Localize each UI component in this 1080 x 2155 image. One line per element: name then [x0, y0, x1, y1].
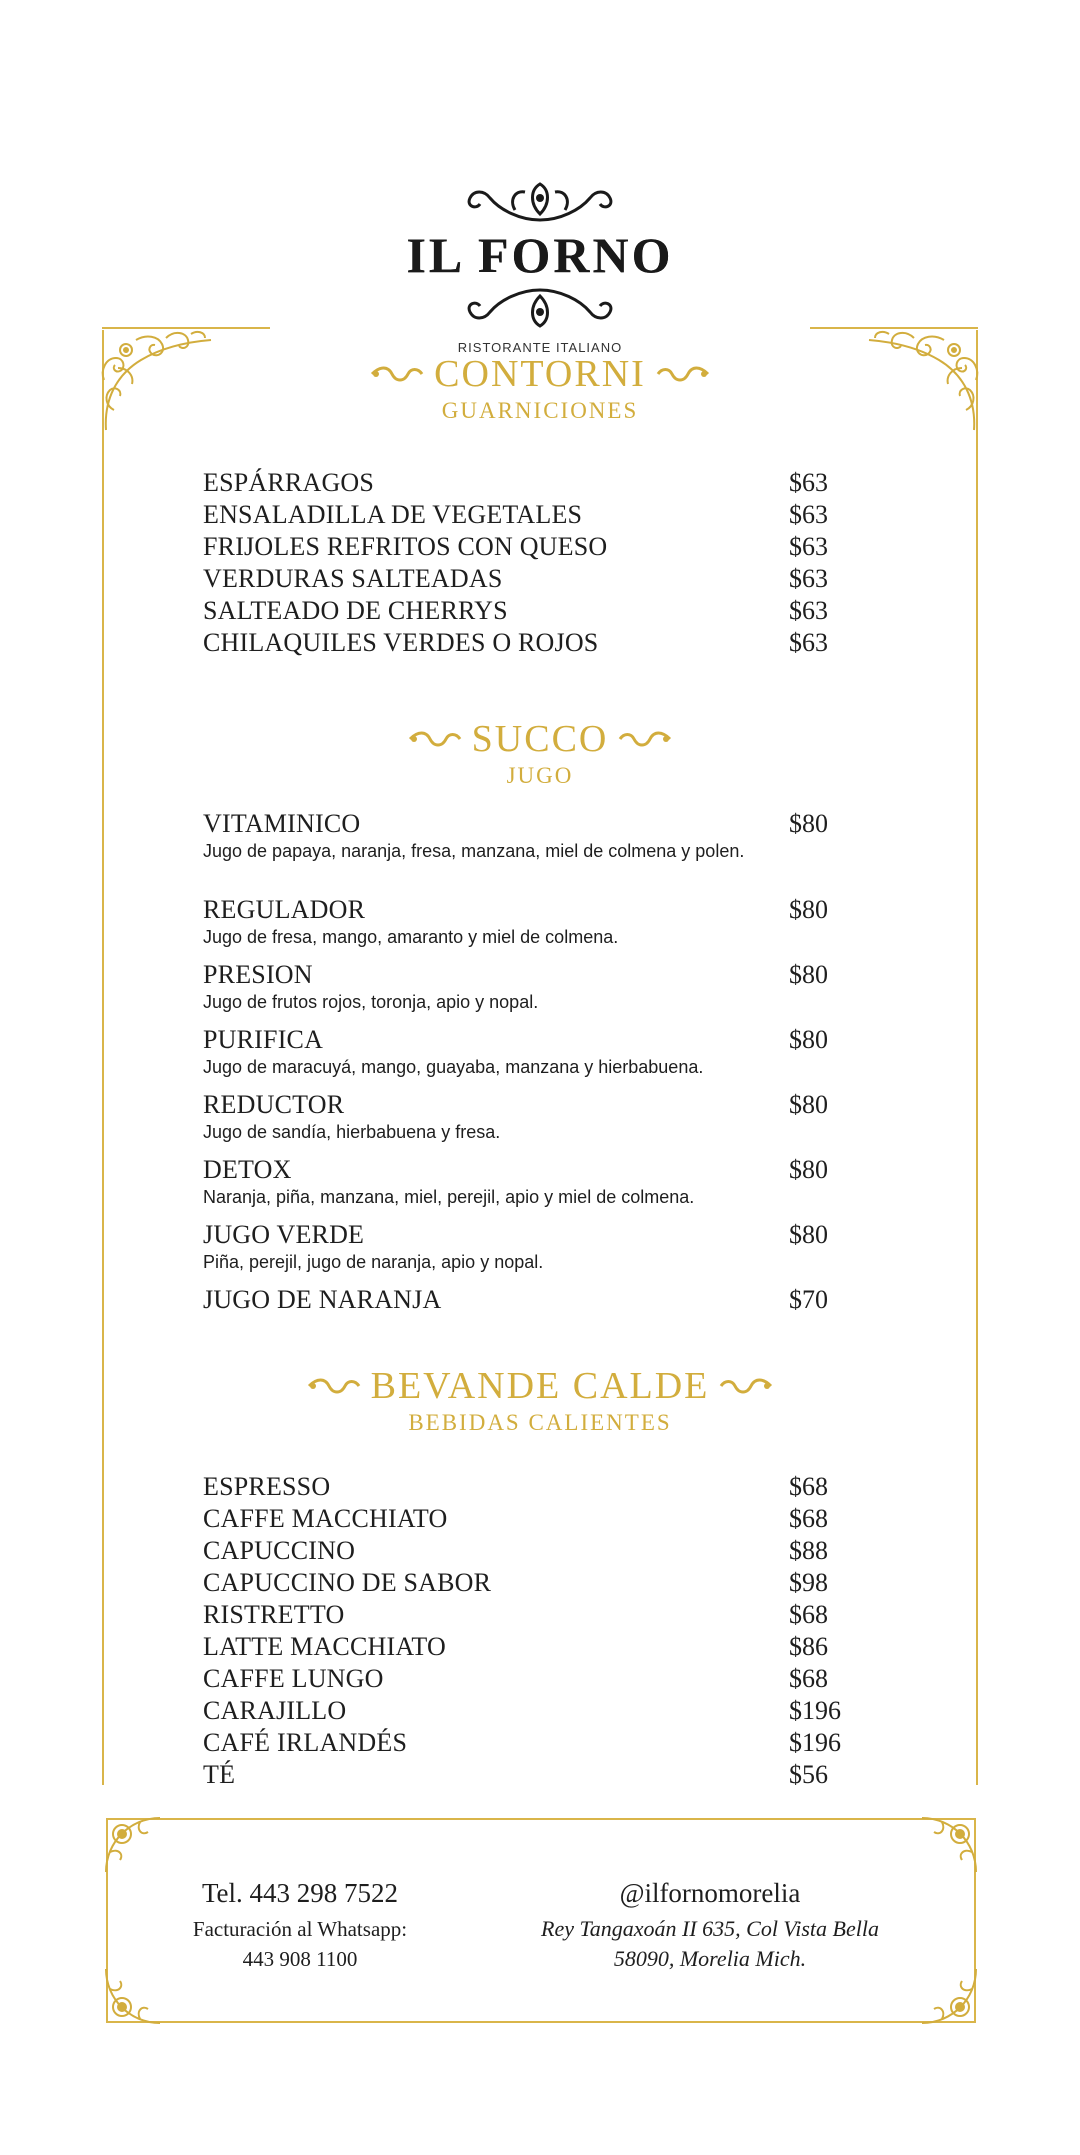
menu-item [203, 1759, 863, 1791]
address-line-2: 58090, Morelia Mich. [613, 1946, 807, 1971]
section-subtitle: JUGO [506, 763, 574, 788]
item-description: Piña, perejil, jugo de naranja, apio y nopal. [203, 1252, 544, 1272]
menu-item [203, 1599, 863, 1631]
menu-item [203, 1567, 863, 1599]
item-description: Jugo de fresa, mango, amaranto y miel de colmena. [203, 927, 619, 947]
menu-item [203, 531, 863, 563]
item-name: REDUCTOR [203, 1090, 345, 1119]
section-title: CONTORNI [434, 353, 646, 395]
logo-title: IL FORNO [406, 227, 674, 283]
billing-label: Facturación al Whatsapp: [192, 1917, 408, 1941]
menu-item [203, 467, 863, 499]
item-price: $70 [789, 1285, 828, 1314]
section-subtitle: GUARNICIONES [441, 398, 639, 423]
section-subtitle: BEBIDAS CALIENTES [408, 1410, 672, 1435]
phone-number: Tel. 443 298 7522 [201, 1878, 399, 1908]
item-price: $98 [789, 1568, 828, 1597]
menu-item [203, 499, 863, 531]
item-price: $63 [789, 564, 828, 593]
item-name: PRESION [203, 960, 313, 989]
menu-item [203, 1024, 863, 1089]
menu-item [203, 1535, 863, 1567]
item-price: $80 [789, 809, 828, 838]
address-line-1: Rey Tangaxoán II 635, Col Vista Bella [541, 1916, 879, 1941]
item-name: RISTRETTO [203, 1600, 345, 1629]
social-handle: @ilfornomorelia [619, 1878, 801, 1908]
section-heading-contorni [0, 352, 1080, 426]
corner-ornament-icon [100, 1812, 170, 1882]
menu-item [203, 1089, 863, 1154]
restaurant-logo [0, 180, 1080, 355]
item-price: $68 [789, 1504, 828, 1533]
item-price: $63 [789, 596, 828, 625]
item-name: VITAMINICO [203, 809, 361, 838]
item-price: $63 [789, 468, 828, 497]
bottom-scroll-ornament-icon [460, 284, 620, 330]
menu-item [203, 1503, 863, 1535]
item-name: CHILAQUILES VERDES O ROJOS [203, 628, 599, 657]
swirl-left-icon [370, 364, 424, 384]
item-name: CARAJILLO [203, 1696, 347, 1725]
menu-item [203, 808, 863, 894]
top-scroll-ornament-icon [460, 180, 620, 226]
item-price: $80 [789, 1025, 828, 1054]
menu-item [203, 1695, 863, 1727]
item-name: CAFÉ IRLANDÉS [203, 1728, 408, 1757]
item-price: $88 [789, 1536, 828, 1565]
menu-item [203, 595, 863, 627]
corner-ornament-icon [912, 1959, 982, 2029]
section-heading-succo [0, 717, 1080, 791]
item-description: Jugo de papaya, naranja, fresa, manzana, miel de colmena y polen. [203, 841, 745, 861]
swirl-left-icon [408, 729, 462, 749]
item-name: SALTEADO DE CHERRYS [203, 596, 508, 625]
menu-item [203, 563, 863, 595]
item-price: $63 [789, 500, 828, 529]
menu-item [203, 627, 863, 659]
footer-contact [160, 1876, 440, 1974]
frame-right-line [976, 330, 978, 1785]
section-title: BEVANDE CALDE [370, 1365, 710, 1407]
item-description: Jugo de frutos rojos, toronja, apio y nopal. [203, 992, 539, 1012]
item-price: $63 [789, 532, 828, 561]
item-name: TÉ [203, 1760, 236, 1789]
menu-item [203, 1727, 863, 1759]
item-name: ESPÁRRAGOS [203, 468, 375, 497]
succo-list [203, 808, 863, 1324]
item-name: ENSALADILLA DE VEGETALES [203, 500, 583, 529]
item-name: LATTE MACCHIATO [203, 1632, 447, 1661]
item-name: DETOX [203, 1155, 292, 1184]
swirl-right-icon [656, 364, 710, 384]
frame-left-line [102, 330, 104, 1785]
item-price: $68 [789, 1600, 828, 1629]
logo-subtitle: RISTORANTE ITALIANO [457, 340, 623, 355]
item-price: $68 [789, 1664, 828, 1693]
menu-item [203, 1631, 863, 1663]
item-price: $80 [789, 960, 828, 989]
item-name: FRIJOLES REFRITOS CON QUESO [203, 532, 608, 561]
item-name: JUGO DE NARANJA [203, 1285, 442, 1314]
contorni-list [203, 467, 863, 659]
menu-item [203, 1471, 863, 1503]
item-price: $63 [789, 628, 828, 657]
item-price: $86 [789, 1632, 828, 1661]
section-heading-bevande [0, 1364, 1080, 1438]
bevande-list [203, 1471, 863, 1791]
item-name: CAFFE MACCHIATO [203, 1504, 448, 1533]
menu-item [203, 1284, 863, 1324]
item-name: PURIFICA [203, 1025, 324, 1054]
item-name: REGULADOR [203, 895, 366, 924]
item-name: JUGO VERDE [203, 1220, 365, 1249]
item-name: ESPRESSO [203, 1472, 331, 1501]
swirl-right-icon [719, 1376, 773, 1396]
menu-item [203, 1663, 863, 1695]
swirl-right-icon [618, 729, 672, 749]
item-price: $80 [789, 1155, 828, 1184]
item-name: CAFFE LUNGO [203, 1664, 384, 1693]
item-price: $68 [789, 1472, 828, 1501]
menu-item [203, 959, 863, 1024]
item-price: $56 [789, 1760, 828, 1789]
menu-item [203, 1154, 863, 1219]
item-price: $80 [789, 1090, 828, 1119]
footer-location [520, 1876, 900, 1974]
menu-item [203, 894, 863, 959]
item-description: Naranja, piña, manzana, miel, perejil, apio y miel de colmena. [203, 1187, 695, 1207]
item-description: Jugo de maracuyá, mango, guayaba, manzana y hierbabuena. [203, 1057, 704, 1077]
item-price: $80 [789, 1220, 828, 1249]
item-name: VERDURAS SALTEADAS [203, 564, 503, 593]
corner-ornament-icon [912, 1812, 982, 1882]
item-name: CAPUCCINO DE SABOR [203, 1568, 492, 1597]
menu-item [203, 1219, 863, 1284]
item-description: Jugo de sandía, hierbabuena y fresa. [203, 1122, 501, 1142]
billing-number: 443 908 1100 [242, 1947, 358, 1971]
item-price: $196 [789, 1696, 841, 1725]
swirl-left-icon [307, 1376, 361, 1396]
item-price: $80 [789, 895, 828, 924]
section-title: SUCCO [471, 718, 609, 760]
item-price: $196 [789, 1728, 841, 1757]
item-name: CAPUCCINO [203, 1536, 356, 1565]
